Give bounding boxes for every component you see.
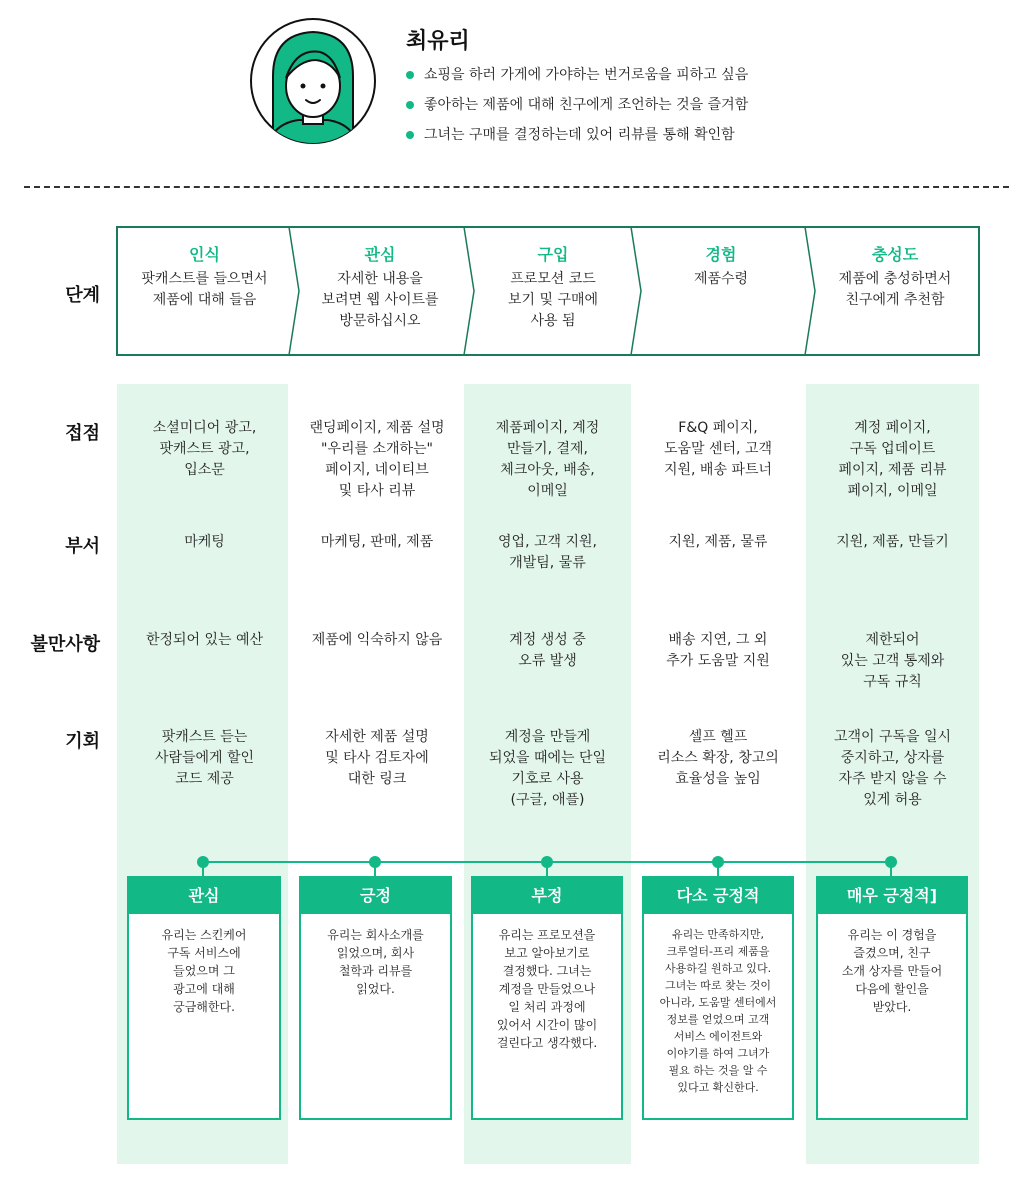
department-cell: 영업, 고객 지원, 개발팀, 물류	[498, 534, 597, 571]
stage-experience	[638, 242, 804, 290]
emotion-card	[642, 876, 794, 1120]
emotion-card	[816, 876, 968, 1120]
opportunity-cell: 팟캐스트 듣는 사람들에게 할인 코드 제공	[154, 729, 255, 787]
emotion-card	[471, 876, 623, 1120]
emotion-label: 긍정	[301, 878, 450, 914]
touchpoint-cell: 랜딩페이지, 제품 설명 "우리를 소개하는" 페이지, 네이티브 및 타사 리뷰	[309, 420, 445, 499]
opportunity-cell: 계정을 만들게 되었을 때에는 단일 기호로 사용 (구글, 애플)	[488, 729, 607, 808]
department-cell: 마케팅	[184, 534, 225, 550]
emotion-label: 관심	[129, 878, 279, 914]
emotion-description: 유리는 만족하지만, 크루얼터-프리 제품을 사용하길 원하고 있다. 그녀는 따로 찾는 것이 아니라, 도움말 센터에서 정보를 얻었으며 고객 서비스 에이전트와 이야기를 하여 그녀가 필요 하는 것을 알 수 있다고 확신한다.	[659, 928, 777, 1094]
emotion-label: 매우 긍정적]	[818, 878, 966, 914]
emotion-label: 부정	[473, 878, 621, 914]
painpoint-cell: 계정 생성 중 오류 발생	[509, 632, 586, 669]
section-divider	[24, 186, 1009, 188]
emotion-description: 유리는 회사소개를 읽었으며, 회사 철학과 리뷰를 읽었다.	[327, 928, 424, 996]
stage-title: 구입	[537, 245, 569, 264]
painpoint-cell: 제한되어 있는 고객 통제와 구독 규칙	[840, 632, 945, 690]
emotion-description: 유리는 스킨케어 구독 서비스에 들었으며 그 광고에 대해 궁금해한다.	[161, 928, 247, 1014]
touchpoint-cell: F&Q 페이지, 도움말 센터, 고객 지원, 배송 파트너	[663, 420, 773, 478]
painpoint-cell: 배송 지연, 그 외 추가 도움말 지원	[666, 632, 770, 669]
stage-description: 제품수령	[693, 271, 749, 287]
row-label-department: 부서	[65, 536, 100, 557]
bullet-dot-icon	[406, 101, 414, 109]
stage-description: 프로모션 코드 보기 및 구매에 사용 됨	[507, 271, 599, 329]
stage-purchase	[470, 242, 636, 332]
persona-trait: 쇼핑을 하러 가게에 가야하는 번거로움을 피하고 싶음	[406, 68, 748, 82]
stage-title: 경험	[705, 245, 737, 264]
painpoint-cell: 제품에 익숙하지 않음	[311, 632, 443, 648]
persona-trait: 좋아하는 제품에 대해 친구에게 조언하는 것을 즐겨함	[406, 98, 748, 112]
emotion-card	[127, 876, 281, 1120]
touchpoint-cell: 소셜미디어 광고, 팟캐스트 광고, 입소문	[152, 420, 257, 478]
emotion-description: 유리는 프로모션을 보고 알아보기로 결정했다. 그녀는 계정을 만들었으나 일 처리 과정에 있어서 시간이 많이 걸린다고 생각했다.	[496, 928, 598, 1050]
stage-title: 충성도	[871, 245, 919, 264]
opportunity-cell: 자세한 제품 설명 및 타사 검토자에 대한 링크	[325, 729, 429, 787]
opportunity-cell: 셀프 헬프 리소스 확장, 창고의 효율성을 높임	[657, 729, 779, 787]
persona-avatar	[248, 16, 378, 146]
emotion-card	[299, 876, 452, 1120]
department-cell: 마케팅, 판매, 제품	[320, 534, 434, 550]
row-label-painpoint: 불만사항	[30, 634, 100, 655]
row-label-touchpoint: 접점	[65, 423, 100, 444]
persona-trait: 그녀는 구매를 결정하는데 있어 리뷰를 통해 확인함	[406, 128, 748, 142]
persona-traits	[406, 68, 748, 158]
touchpoint-cell: 제품페이지, 계정 만들기, 결제, 체크아웃, 배송, 이메일	[495, 420, 600, 499]
stage-title: 관심	[364, 245, 396, 264]
department-cell: 지원, 제품, 만들기	[836, 534, 949, 550]
stage-loyalty	[810, 242, 980, 311]
row-label-opportunity: 기회	[65, 731, 100, 752]
bullet-dot-icon	[406, 131, 414, 139]
stage-awareness	[117, 242, 292, 311]
persona-name: 최유리	[406, 29, 470, 54]
stage-title: 인식	[189, 245, 220, 264]
emotion-label: 다소 긍정적	[644, 878, 792, 914]
emotion-description: 유리는 이 경험을 즐겼으며, 친구 소개 상자를 만들어 다음에 할인을 받았다.	[841, 928, 943, 1014]
opportunity-cell: 고객이 구독을 일시 중지하고, 상자를 자주 받지 않을 수 있게 허용	[833, 729, 952, 808]
department-cell: 지원, 제품, 물류	[668, 534, 768, 550]
bullet-dot-icon	[406, 71, 414, 79]
stage-description: 팟캐스트를 들으면서 제품에 대해 들음	[141, 271, 268, 308]
painpoint-cell: 한정되어 있는 예산	[145, 632, 264, 648]
row-label-stage: 단계	[65, 285, 100, 306]
stage-description: 제품에 충성하면서 친구에게 추천함	[838, 271, 952, 308]
stage-description: 자세한 내용을 보려면 웹 사이트를 방문하십시오	[321, 271, 439, 329]
touchpoint-cell: 계정 페이지, 구독 업데이트 페이지, 제품 리뷰 페이지, 이메일	[838, 420, 947, 499]
stage-interest	[296, 242, 464, 332]
